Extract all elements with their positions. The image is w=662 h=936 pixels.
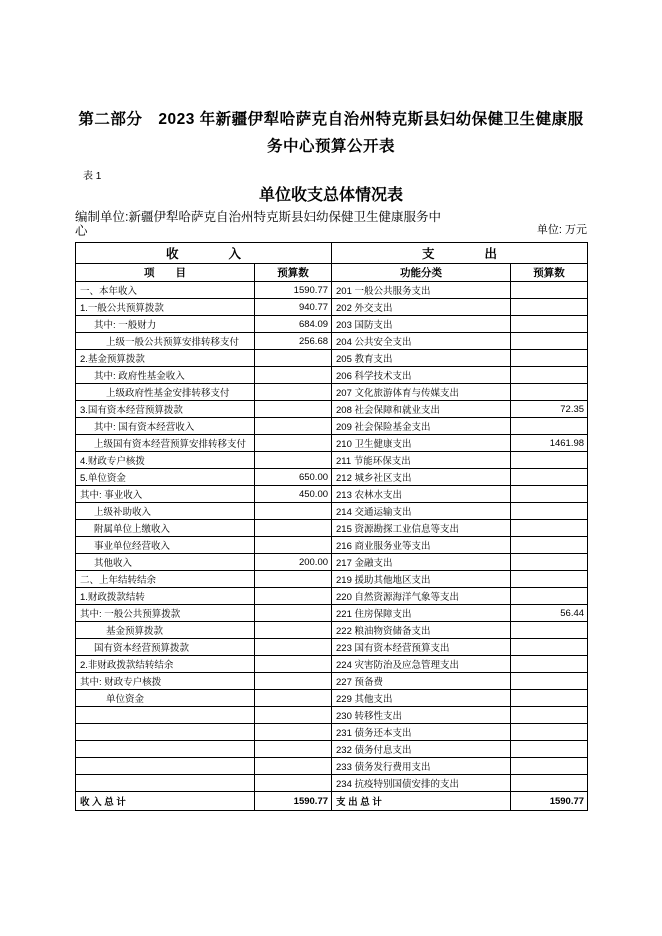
- income-budget-cell: [255, 673, 332, 690]
- expense-budget-cell: [511, 503, 588, 520]
- income-item-cell: 其他收入: [76, 554, 255, 571]
- income-item-cell: 3.国有资本经营预算拨款: [76, 401, 255, 418]
- expense-item-cell: 234 抗疫特别国债安排的支出: [332, 775, 511, 792]
- income-budget-cell: 450.00: [255, 486, 332, 503]
- table-row: [76, 537, 588, 554]
- income-item-cell: 事业单位经营收入: [76, 537, 255, 554]
- income-section-header: 收 入: [76, 243, 332, 264]
- income-item-cell: 基金预算拨款: [76, 622, 255, 639]
- expense-item-cell: 221 住房保障支出: [332, 605, 511, 622]
- expense-budget-cell: [511, 469, 588, 486]
- table-row: [76, 775, 588, 792]
- expense-budget-cell: [511, 452, 588, 469]
- table-row: [76, 350, 588, 367]
- total-row: [76, 792, 588, 811]
- document-title: 第二部分 2023 年新疆伊犁哈萨克自治州特克斯县妇幼保健卫生健康服务中心预算公开表: [78, 111, 584, 155]
- table-row: [76, 520, 588, 537]
- expense-budget-cell: 56.44: [511, 605, 588, 622]
- table-row: [76, 741, 588, 758]
- expense-item-cell: 206 科学技术支出: [332, 367, 511, 384]
- income-budget-cell: [255, 520, 332, 537]
- expense-item-cell: 219 援助其他地区支出: [332, 571, 511, 588]
- expense-budget-cell: [511, 316, 588, 333]
- income-budget-cell: 256.68: [255, 333, 332, 350]
- income-budget-cell: [255, 367, 332, 384]
- income-item-cell: 二、上年结转结余: [76, 571, 255, 588]
- budget-table-head: [76, 243, 588, 282]
- table-meta-row: [75, 210, 587, 238]
- table-row: [76, 707, 588, 724]
- expense-item-cell: 217 金融支出: [332, 554, 511, 571]
- table-row: [76, 622, 588, 639]
- income-budget-cell: [255, 605, 332, 622]
- table-row: [76, 282, 588, 299]
- income-budget-cell: 650.00: [255, 469, 332, 486]
- income-item-cell: 1.一般公共预算拨款: [76, 299, 255, 316]
- expense-item-cell: 214 交通运输支出: [332, 503, 511, 520]
- expense-item-cell: 208 社会保障和就业支出: [332, 401, 511, 418]
- table-row: [76, 486, 588, 503]
- table-row: [76, 367, 588, 384]
- expense-budget-cell: [511, 724, 588, 741]
- expense-budget-cell: 1461.98: [511, 435, 588, 452]
- expense-item-cell: 216 商业服务业等支出: [332, 537, 511, 554]
- table-row: [76, 316, 588, 333]
- expense-item-cell: 215 资源勘探工业信息等支出: [332, 520, 511, 537]
- table-row: [76, 724, 588, 741]
- expense-budget-cell: [511, 282, 588, 299]
- income-total-label: 收 入 总 计: [76, 792, 255, 811]
- income-item-cell: 上级一般公共预算安排转移支付: [76, 333, 255, 350]
- income-budget-cell: [255, 384, 332, 401]
- table-row: [76, 571, 588, 588]
- column-header-budget2: 预算数: [511, 264, 588, 282]
- income-item-cell: [76, 758, 255, 775]
- income-item-cell: [76, 775, 255, 792]
- table-row: [76, 690, 588, 707]
- table-row: [76, 299, 588, 316]
- income-budget-cell: [255, 639, 332, 656]
- income-item-cell: 国有资本经营预算拨款: [76, 639, 255, 656]
- expense-item-cell: 201 一般公共服务支出: [332, 282, 511, 299]
- income-budget-cell: 1590.77: [255, 282, 332, 299]
- income-budget-cell: [255, 503, 332, 520]
- expense-item-cell: 223 国有资本经营预算支出: [332, 639, 511, 656]
- income-budget-cell: [255, 758, 332, 775]
- expense-budget-cell: [511, 299, 588, 316]
- expense-item-cell: 222 粮油物资储备支出: [332, 622, 511, 639]
- income-item-cell: 其中: 一般公共预算拨款: [76, 605, 255, 622]
- income-budget-cell: [255, 537, 332, 554]
- expense-budget-cell: [511, 571, 588, 588]
- expense-item-cell: 211 节能环保支出: [332, 452, 511, 469]
- expense-budget-cell: [511, 486, 588, 503]
- table-row: [76, 435, 588, 452]
- table-row: [76, 469, 588, 486]
- income-item-cell: 其中: 事业收入: [76, 486, 255, 503]
- expense-item-cell: 209 社会保险基金支出: [332, 418, 511, 435]
- expense-section-header: 支 出: [332, 243, 588, 264]
- expense-budget-cell: [511, 639, 588, 656]
- expense-item-cell: 220 自然资源海洋气象等支出: [332, 588, 511, 605]
- expense-total-label: 支 出 总 计: [332, 792, 511, 811]
- column-header-budget: 预算数: [255, 264, 332, 282]
- expense-budget-cell: [511, 520, 588, 537]
- income-item-cell: 5.单位资金: [76, 469, 255, 486]
- income-item-cell: 上级政府性基金安排转移支付: [76, 384, 255, 401]
- table-row: [76, 418, 588, 435]
- income-budget-cell: [255, 622, 332, 639]
- income-item-cell: 其中: 财政专户核拨: [76, 673, 255, 690]
- prepared-by-label: 编制单位:新疆伊犁哈萨克自治州特克斯县妇幼保健卫生健康服务中心: [75, 210, 441, 238]
- income-item-cell: 上级补助收入: [76, 503, 255, 520]
- expense-budget-cell: [511, 690, 588, 707]
- expense-item-cell: 203 国防支出: [332, 316, 511, 333]
- income-item-cell: [76, 724, 255, 741]
- budget-table-body: [76, 282, 588, 792]
- expense-item-cell: 207 文化旅游体育与传媒支出: [332, 384, 511, 401]
- expense-item-cell: 233 债务发行费用支出: [332, 758, 511, 775]
- expense-budget-cell: [511, 418, 588, 435]
- expense-item-cell: 229 其他支出: [332, 690, 511, 707]
- income-budget-cell: [255, 741, 332, 758]
- expense-item-cell: 231 债务还本支出: [332, 724, 511, 741]
- income-budget-cell: 940.77: [255, 299, 332, 316]
- income-item-cell: [76, 707, 255, 724]
- table-row: [76, 656, 588, 673]
- expense-item-cell: 232 债务付息支出: [332, 741, 511, 758]
- income-item-cell: 2.基金预算拨款: [76, 350, 255, 367]
- table-row: [76, 605, 588, 622]
- expense-item-cell: 202 外交支出: [332, 299, 511, 316]
- income-item-cell: 附属单位上缴收入: [76, 520, 255, 537]
- expense-budget-cell: [511, 384, 588, 401]
- income-item-cell: 1.财政拨款结转: [76, 588, 255, 605]
- expense-item-cell: 210 卫生健康支出: [332, 435, 511, 452]
- budget-table-foot: [76, 792, 588, 811]
- expense-budget-cell: [511, 554, 588, 571]
- income-item-cell: 一、本年收入: [76, 282, 255, 299]
- expense-total-value: 1590.77: [511, 792, 588, 811]
- table-row: [76, 401, 588, 418]
- expense-budget-cell: 72.35: [511, 401, 588, 418]
- expense-budget-cell: [511, 656, 588, 673]
- expense-budget-cell: [511, 588, 588, 605]
- income-budget-cell: [255, 724, 332, 741]
- income-item-cell: 其中: 一般财力: [76, 316, 255, 333]
- income-item-cell: 其中: 国有资本经营收入: [76, 418, 255, 435]
- income-budget-cell: 200.00: [255, 554, 332, 571]
- table-title: 单位收支总体情况表: [258, 187, 403, 204]
- section-header-row: [76, 243, 588, 264]
- expense-item-cell: 230 转移性支出: [332, 707, 511, 724]
- income-budget-cell: [255, 401, 332, 418]
- table-number-label: 表 1: [83, 171, 102, 182]
- expense-budget-cell: [511, 707, 588, 724]
- column-header-item: 项 目: [76, 264, 255, 282]
- expense-item-cell: 212 城乡社区支出: [332, 469, 511, 486]
- column-header-row: [76, 264, 588, 282]
- table-row: [76, 588, 588, 605]
- expense-budget-cell: [511, 741, 588, 758]
- income-budget-cell: [255, 418, 332, 435]
- expense-item-cell: 204 公共安全支出: [332, 333, 511, 350]
- document-content: [75, 106, 587, 811]
- expense-budget-cell: [511, 537, 588, 554]
- expense-item-cell: 213 农林水支出: [332, 486, 511, 503]
- budget-table: [75, 242, 588, 811]
- income-item-cell: 上级国有资本经营预算安排转移支付: [76, 435, 255, 452]
- expense-budget-cell: [511, 775, 588, 792]
- income-item-cell: 其中: 政府性基金收入: [76, 367, 255, 384]
- income-budget-cell: [255, 656, 332, 673]
- expense-budget-cell: [511, 367, 588, 384]
- expense-budget-cell: [511, 350, 588, 367]
- table-row: [76, 333, 588, 350]
- income-budget-cell: [255, 452, 332, 469]
- expense-item-cell: 205 教育支出: [332, 350, 511, 367]
- income-budget-cell: [255, 571, 332, 588]
- income-budget-cell: [255, 690, 332, 707]
- table-row: [76, 758, 588, 775]
- table-row: [76, 673, 588, 690]
- unit-note: 单位: 万元: [536, 224, 587, 236]
- table-row: [76, 554, 588, 571]
- income-budget-cell: [255, 775, 332, 792]
- table-row: [76, 639, 588, 656]
- expense-item-cell: 227 预备费: [332, 673, 511, 690]
- table-row: [76, 452, 588, 469]
- column-header-function: 功能分类: [332, 264, 511, 282]
- expense-budget-cell: [511, 673, 588, 690]
- table-row: [76, 503, 588, 520]
- income-budget-cell: [255, 350, 332, 367]
- income-total-value: 1590.77: [255, 792, 332, 811]
- expense-item-cell: 224 灾害防治及应急管理支出: [332, 656, 511, 673]
- income-item-cell: 2.非财政拨款结转结余: [76, 656, 255, 673]
- income-item-cell: 单位资金: [76, 690, 255, 707]
- table-row: [76, 384, 588, 401]
- income-budget-cell: [255, 435, 332, 452]
- income-budget-cell: 684.09: [255, 316, 332, 333]
- expense-budget-cell: [511, 333, 588, 350]
- income-budget-cell: [255, 588, 332, 605]
- expense-budget-cell: [511, 758, 588, 775]
- income-budget-cell: [255, 707, 332, 724]
- income-item-cell: [76, 741, 255, 758]
- income-item-cell: 4.财政专户核拨: [76, 452, 255, 469]
- expense-budget-cell: [511, 622, 588, 639]
